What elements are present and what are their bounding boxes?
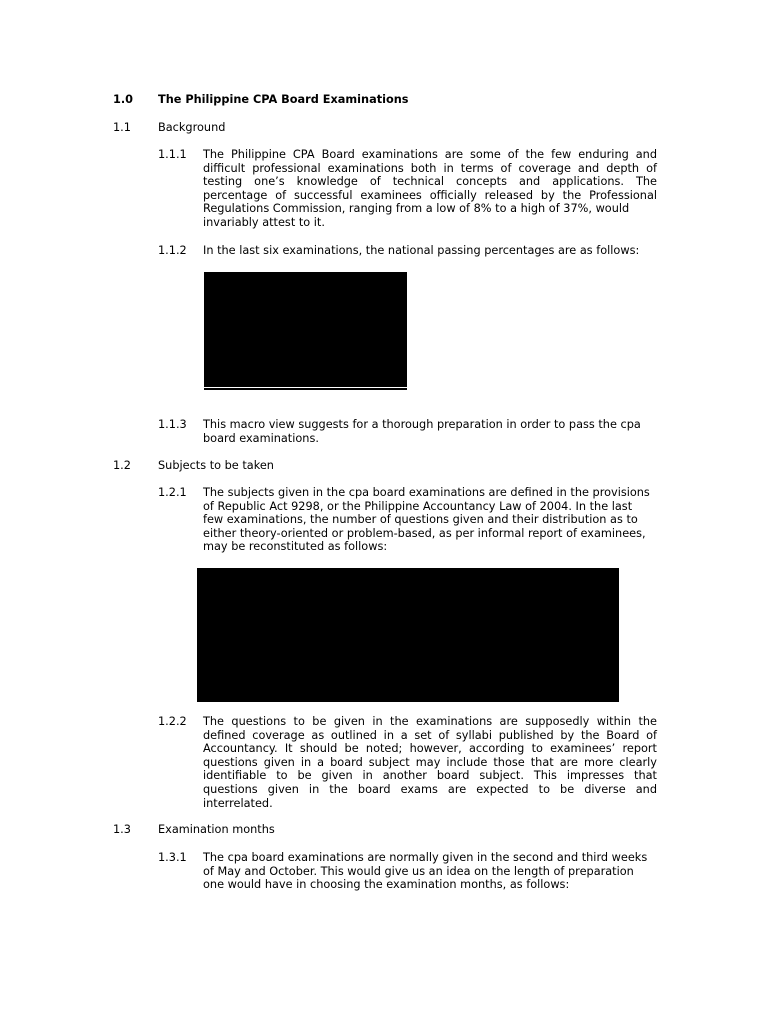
paragraph-line: of Republic Act 9298, or the Philippine Accountancy Law of 2004. In the last <box>203 499 633 513</box>
paragraph-line: In the last six examinations, the national passing percentages are as follows: <box>203 244 640 257</box>
paragraph-line: of May and October. This would give us an idea on the length of preparation <box>203 864 634 878</box>
paragraph-1-2-1 <box>203 486 657 554</box>
section-title: Examination months <box>158 823 275 836</box>
paragraph-line: percentage of successful examinees officially released by the Professional <box>203 188 657 202</box>
paragraph-line: few examinations, the number of questions given and their distribution as to <box>203 513 638 527</box>
paragraph-line: interrelated. <box>203 796 273 810</box>
paragraph-line: may be reconstituted as follows: <box>203 540 388 554</box>
paragraph-line: The questions to be given in the examinations are supposedly within the <box>203 715 657 728</box>
paragraph-number: 1.1.2 <box>158 244 187 257</box>
paragraph-line: invariably attest to it. <box>203 215 325 229</box>
paragraph-1-1-3 <box>203 418 657 445</box>
paragraph-line: This macro view suggests for a thorough preparation in order to pass the cpa <box>203 418 641 431</box>
paragraph-line: The subjects given in the cpa board examinations are defined in the provisions <box>203 486 650 499</box>
paragraph-1-2-2 <box>203 715 657 810</box>
section-title: Subjects to be taken <box>158 459 274 472</box>
paragraph-line: either theory-oriented or problem-based, as per informal report of examinees, <box>203 526 646 540</box>
paragraph-line: Regulations Commission, ranging from a low of 8% to a high of 37%, would <box>203 202 630 216</box>
paragraph-line: Accountancy. It should be noted; however, according to examinees’ report <box>203 742 657 756</box>
paragraph-line: one would have in choosing the examination months, as follows: <box>203 878 570 892</box>
paragraph-1-1-1 <box>203 148 657 230</box>
section-number: 1.3 <box>113 823 131 836</box>
paragraph-line: defined coverage as outlined in a set of syllabi published by the Board of <box>203 728 657 742</box>
heading-number: 1.0 <box>113 93 134 106</box>
paragraph-line: The cpa board examinations are normally given in the second and third weeks <box>203 851 648 864</box>
heading-title: The Philippine CPA Board Examinations <box>158 93 409 106</box>
paragraph-line: difficult professional examinations both in terms of coverage and depth of <box>203 161 657 175</box>
paragraph-line: board examinations. <box>203 431 319 445</box>
paragraph-number: 1.2.2 <box>158 715 187 728</box>
redacted-table <box>197 568 619 702</box>
paragraph-1-1-2 <box>203 244 657 258</box>
section-title: Background <box>158 121 226 134</box>
paragraph-line: identifiable to be given in another board subject. This impresses that <box>203 769 657 783</box>
paragraph-number: 1.2.1 <box>158 486 187 499</box>
paragraph-line: The Philippine CPA Board examinations are some of the few enduring and <box>203 148 657 161</box>
paragraph-number: 1.1.1 <box>158 148 187 161</box>
paragraph-number: 1.3.1 <box>158 851 187 864</box>
paragraph-line: testing one’s knowledge of technical concepts and applications. The <box>203 175 657 189</box>
paragraph-number: 1.1.3 <box>158 418 187 431</box>
section-number: 1.2 <box>113 459 131 472</box>
redacted-table <box>204 272 407 390</box>
section-number: 1.1 <box>113 121 131 134</box>
paragraph-line: questions given in a board subject may include those that are more clearly <box>203 755 657 769</box>
paragraph-line: questions given in the board exams are expected to be diverse and <box>203 782 657 796</box>
paragraph-1-3-1 <box>203 851 657 892</box>
